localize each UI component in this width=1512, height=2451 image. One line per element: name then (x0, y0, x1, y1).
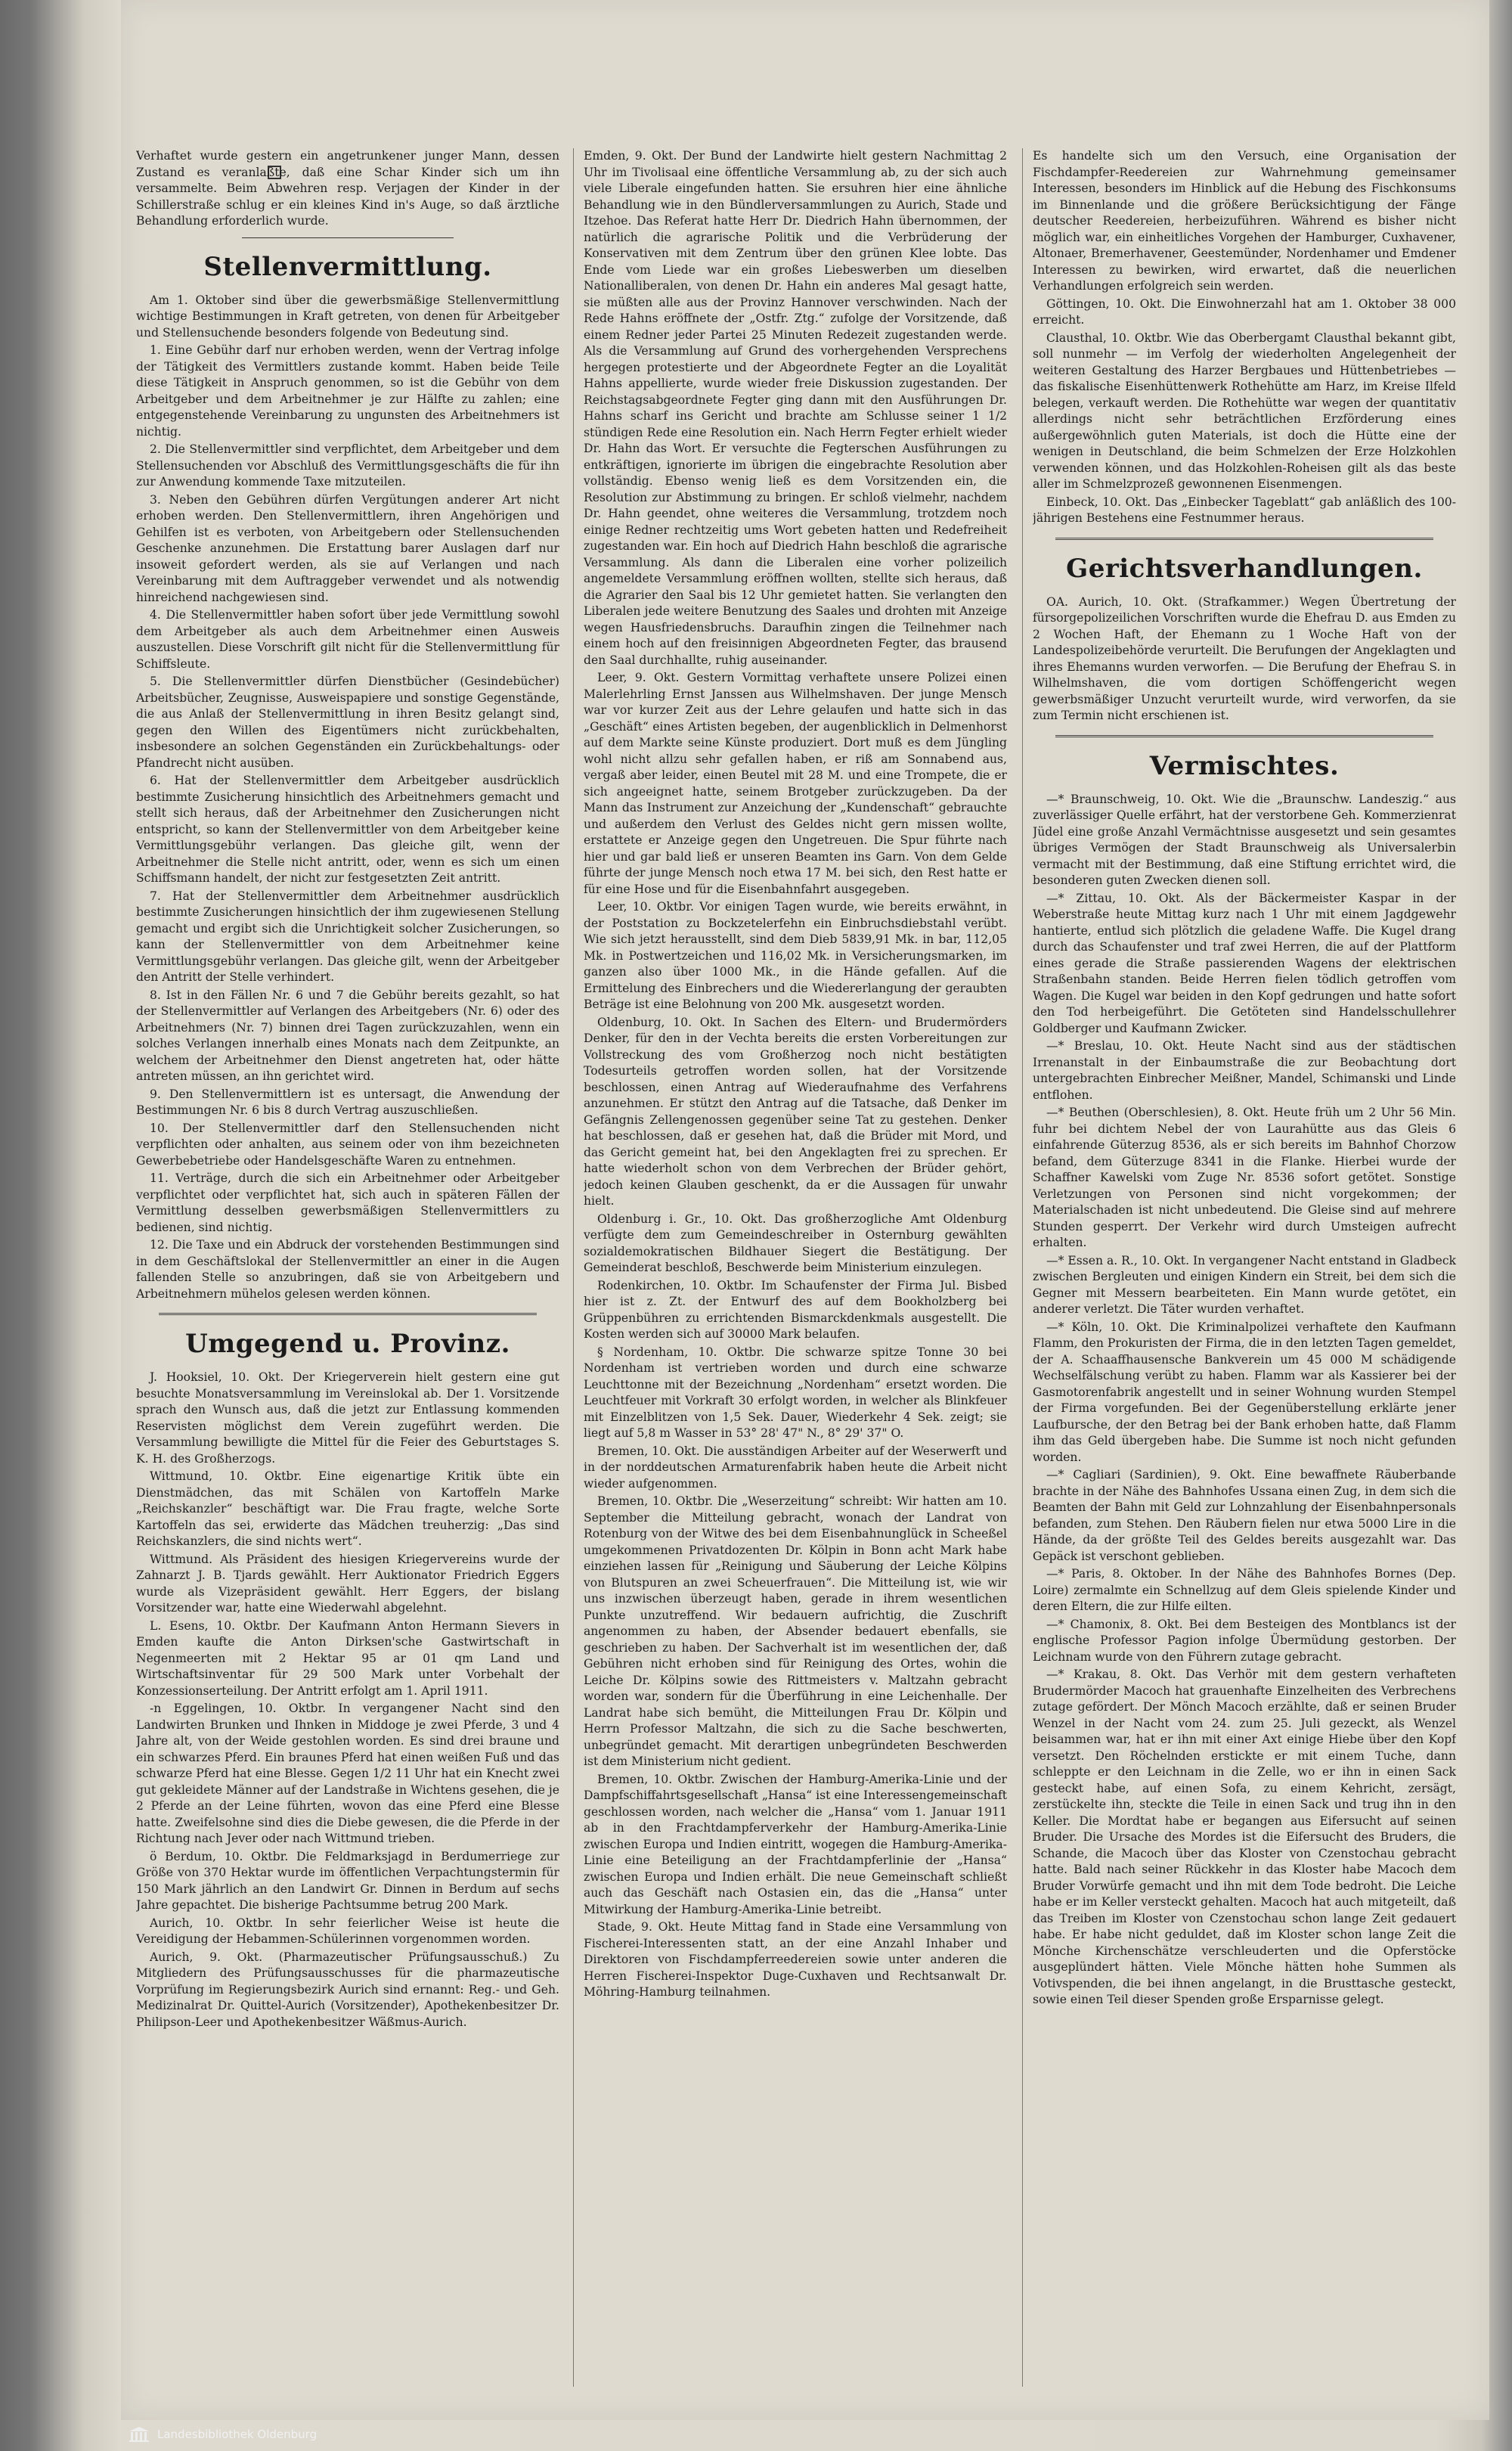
paragraph: Göttingen, 10. Okt. Die Einwohnerzahl hat am 1. Oktober 38 000 erreicht. (1033, 296, 1456, 327)
paragraph: § Nordenham, 10. Oktbr. Die schwarze spitze Tonne 30 bei Nordenham ist vertrieben worden und durch eine schwarze Leuchttonne mit der Bezeichnung „Nordenham“ ersetzt worden. Die Leuchtfeuer mit Vorkraft 30 erfolgt worden, in welcher als Blinkfeuer mit Einzelblitzen von 1,5 Sek. Dauer, Wiederkehr 4 Sek. zeigt; sie liegt auf 5,8 m Wasser in 53° 28' 47" N., 8° 29' 37" O. (584, 1345, 1007, 1440)
paragraph: Rodenkirchen, 10. Oktbr. Im Schaufenster der Firma Jul. Bisbed hier ist z. Zt. der Entwurf des auf dem Bookholzberg bei Grüppenbühren zu errichtenden Bismarckdenkmals ausgestellt. Die Kosten werden sich auf 30000 Mark belaufen. (584, 1278, 1007, 1341)
library-watermark (129, 2422, 317, 2446)
paragraph: —* Krakau, 8. Okt. Das Verhör mit dem gestern verhafteten Brudermörder Macoch hat grauenhafte Einzelheiten des Verbrechens zutage gefördert. Der Mönch Macoch erzählte, daß er seinen Bruder Wenzel in der Nacht vom 24. zum 25. Juli gezeckt, als Wenzel beisammen war, hat er ihn mit einer Axt einige Hiebe über den Kopf versetzt. Den Röchelnden erstickte er mit einem Tuche, dann schleppte er den Leichnam in die Zelle, wo er ihn in einen Sack gesteckt habe, auf einen Sofa, zu einem Kehricht, zersägt, zerstückelte ihn, steckte die Teile in einen Sack und trug ihn in den Keller. Die Mordtat habe er begangen aus Eifersucht auf seinen Bruder. Die Ursache des Mordes ist die Eifersucht des Bruders, die Schande, die Macoch über das Kloster von Czenstochau gebracht hatte. Bald nach seiner Rückkehr in das Kloster habe Macoch dem Bruder Vorwürfe gemacht und ihn mit dem Tode bedroht. Die Leiche habe er im Keller versteckt gehalten. Macoch hat auch mitgeteilt, daß das Treiben im Kloster von Czenstochau schon lange Zeit gedauert habe. Er habe nicht geduldet, daß im Kloster schon lange Zeit die Mönche Kirchenschätze verschleuderten und die Opferstöcke ausgeplündert hätten. Viele Mönche hätten hohe Summen als Votivspenden, die bei ihnen angelangt, in die Brusttasche gesteckt, sowie einen Teil dieser Spenden große Ersparnisse gelegt. (1033, 1668, 1456, 2006)
paragraph: OA. Aurich, 10. Okt. (Strafkammer.) Wegen Übertretung der fürsorgepolizeilichen Vorschriften wurde die Ehefrau D. aus Emden zu 2 Wochen Haft, der Ehemann zu 1 Woche Haft von der Landespolizeibehörde verurteilt. Die Berufungen der Angeklagten und ihres Ehemanns wurden verworfen. — Die Berufung der Ehefrau S. in Wilhelmshaven, die vom dortigen Schöffengericht wegen gewerbsmäßiger Unzucht verurteilt wurde, wird verworfen, da sie zum Termin nicht erschienen ist. (1033, 594, 1456, 722)
paragraph: Es handelte sich um den Versuch, eine Organisation der Fischdampfer-Reedereien zur Wahrnehmung gemeinsamer Interessen, besonders im Hinblick auf die Hebung des Fischkonsums im Binnenlande und die größere Berücksichtigung der Fänge deutscher Reedereien, herbeizuführen. Während es bisher nicht möglich war, ein einheitliches Vorgehen der Hamburger, Cuxhavener, Altonaer, Bremerhavener, Geestemünder, Nordenhamer und Emdener Interessen zu bewirken, wird erwartet, daß die neuerlichen Verhandlungen erfolgreich sein werden. (1033, 149, 1456, 293)
paragraph: Wittmund, 10. Oktbr. Eine eigenartige Kritik übte ein Dienstmädchen, das mit Schälen von Kartoffeln Marke „Reichskanzler“ beschäftigt war. Die Frau fragte, welche Sorte Kartoffeln das sei, erwiderte das Mädchen treuherzig: „Das sind Reichskanzlers, die sind nichts wert“. (136, 1469, 559, 1548)
paragraph: —* Beuthen (Oberschlesien), 8. Okt. Heute früh um 2 Uhr 56 Min. fuhr bei dichtem Nebel der von Laurahütte aus das Gleis 6 einfahrende Güterzug 8536, als er sich bereits im Bahnhof Chorzow befand, dem Güterzuge 8341 in die Flanke. Hierbei wurde der Schaffner Kawelski vom Zuge Nr. 8536 sofort getötet. Sonstige Verletzungen von Personen sind nicht vorgekommen; der Materialschaden ist nicht unbedeutend. Die Gleise sind auf mehrere Stunden gesperrt. Der Verkehr wird durch Umsteigen aufrecht erhalten. (1033, 1106, 1456, 1249)
paragraph: —* Cagliari (Sardinien), 9. Okt. Eine bewaffnete Räuberbande brachte in der Nähe des Bahnhofes Ussana einen Zug, in dem sich die Beamten der Bahn mit Geld zur Lohnzahlung der Eisenbahnpersonals befanden, zum Stehen. Den Räubern fielen nur etwa 5000 Lire in die Hände, da der größte Teil des Geldes bereits ausgezahlt war. Das Gepäck ist verschont geblieben. (1033, 1468, 1456, 1563)
paragraph: -n Eggelingen, 10. Oktbr. In vergangener Nacht sind den Landwirten Brunken und Ihnken in Middoge je zwei Pferde, 3 und 4 Jahre alt, von der Weide gestohlen worden. Es sind drei braune und ein schwarzes Pferd. Ein braunes Pferd hat einen weißen Fuß und das schwarze Pferd hat eine Blesse. Gegen 1/2 11 Uhr hat ein Knecht zwei gut gekleidete Männer auf der Landstraße in Wichtens gesehen, die je 2 Pferde an der Leine führten, wovon das eine Pferd eine Blesse hatte. Zweifelsohne sind dies die Diebe gewesen, die die Pferde in der Richtung nach Jever oder nach Wittmund trieben. (136, 1702, 559, 1845)
paragraph: Einbeck, 10. Okt. Das „Einbecker Tageblatt“ gab anläßlich des 100-jährigen Bestehens eine Festnummer heraus. (1033, 495, 1456, 525)
paragraph: L. Esens, 10. Oktbr. Der Kaufmann Anton Hermann Sievers in Emden kaufte die Anton Dirksen'sche Gastwirtschaft in Negenmeerten mit 2 Hektar 95 ar 01 qm Land und Wirtschaftsinventar für 29 500 Mark unter Vorbehalt der Konzessionserteilung. Der Antritt erfolgt am 1. April 1911. (136, 1618, 559, 1698)
heading-umgegend: Umgegend u. Provinz. (185, 1329, 510, 1359)
paragraph: —* Breslau, 10. Okt. Heute Nacht sind aus der städtischen Irrenanstalt in der Einbaumstraße die zur Beobachtung dort untergebrachten Einbrecher Meißner, Mandel, Schimanski und Linde entflohen. (1033, 1039, 1456, 1102)
newspaper-page (121, 0, 1489, 2420)
heading-vermischtes: Vermischtes. (1149, 750, 1340, 781)
paragraph: Aurich, 10. Oktbr. In sehr feierlicher Weise ist heute die Vereidigung der Hebammen-Schülerinnen vorgenommen worden. (136, 1916, 559, 1946)
paragraph: Aurich, 9. Okt. (Pharmazeutischer Prüfungsausschuß.) Zu Mitgliedern des Prüfungsausschusses für die pharmazeutische Vorprüfung im Regierungsbezirk Aurich sind ernannt: Reg.- und Geh. Medizinalrat Dr. Quittel-Aurich (Vorsitzender), Apothekenbesitzer Dr. Philipson-Leer und Apothekenbesitzer Wäßmus-Aurich. (136, 1950, 559, 2029)
paragraph: Am 1. Oktober sind über die gewerbsmäßige Stellenvermittlung wichtige Bestimmungen in Kraft getreten, von denen für Arbeitgeber und Stellensuchende besonders folgende von Bedeutung sind. (136, 293, 559, 340)
paragraph: Clausthal, 10. Oktbr. Wie das Oberbergamt Clausthal bekannt gibt, soll nunmehr — im Verfolg der wiederholten Angelegenheit der weiteren Gestaltung des Harzer Bergbaues und Hüttenbetriebes — das fiskalische Eisenhüttenwerk Rothehütte am Harz, im Kreise Ilfeld belegen, verkauft werden. Die Rothehütte war wegen der quantitativ allerdings nicht sehr beträchtlichen Erzförderung eines außergewöhnlich guten Materials, ist doch die Hütte eine der wenigen in Deutschland, die beim Schmelzen der Erze Holzkohlen verwenden können, und das Holzkohlen-Roheisen gilt als das beste aller im Schmelzprozeß gewonnenen Eisenmengen. (1033, 330, 1456, 491)
paragraph: Oldenburg i. Gr., 10. Okt. Das großherzogliche Amt Oldenburg verfügte dem zum Gemeindeschreiber in Osternburg gewählten sozialdemokratischen Bildhauer Siegert die Bestätigung. Der Gemeinderat beschloß, Beschwerde beim Ministerium einzulegen. (584, 1212, 1007, 1274)
paragraph: Bremen, 10. Oktbr. Zwischen der Hamburg-Amerika-Linie und der Dampfschiffahrtsgesellschaft „Hansa“ ist eine Interessengemeinschaft geschlossen worden, nach welcher die „Hansa“ vom 1. Januar 1911 ab in den Frachtdampferverkehr der Hamburg-Amerika-Linie zwischen Europa und Indien eintritt, wogegen die Hamburg-Amerika-Linie eine Beteiligung an der Frachtdampferlinie der „Hansa“ zwischen Europa und Indien erhält. Die neue Gemeinschaft schließt auch das Geschäft nach Ostasien ein, das die „Hansa“ unter Mitwirkung der Hamburg-Amerika-Linie betreibt. (584, 1772, 1007, 1916)
paragraph: —* Zittau, 10. Okt. Als der Bäckermeister Kaspar in der Weberstraße heute Mittag kurz nach 1 Uhr mit einem Jagdgewehr hantierte, entlud sich plötzlich die geladene Waffe. Die Kugel drang durch das Schaufenster und traf zwei Herren, die auf der Plattform eines gerade die Straße passierenden Wagens der elektrischen Straßenbahn standen. Beide Herren fielen tödlich getroffen vom Wagen. Die Kugel war beiden in den Kopf gedrungen und hatte sofort den Tod herbeigeführt. Die Getöteten sind Handelsschullehrer Goldberger und Kaufmann Zwicker. (1033, 891, 1456, 1035)
paragraph: Wittmund. Als Präsident des hiesigen Kriegervereins wurde der Zahnarzt J. B. Tjards gewählt. Herr Auktionator Friedrich Eggers wurde als Vizepräsident gewählt. Herr Eggers, der bislang Vorsitzender war, hatte eine Wiederwahl abgelehnt. (136, 1552, 559, 1615)
column-1 (136, 148, 559, 2402)
column-3 (1033, 148, 1456, 2402)
paragraph: ö Berdum, 10. Oktbr. Die Feldmarksjagd in Berdumerriege zur Größe von 370 Hektar wurde im öffentlichen Verpachtungstermin für 150 Mark jährlich an den Landwirt Gr. Dinnen in Berdum auf sechs Jahre gepachtet. Die bisherige Pachtsumme betrug 200 Mark. (136, 1849, 559, 1912)
watermark-text: Landesbibliothek Oldenburg (157, 2428, 318, 2441)
paragraph: —* Essen a. R., 10. Okt. In vergangener Nacht entstand in Gladbeck zwischen Bergleuten und einigen Kindern ein Streit, bei dem sich die Gegner mit Messern bearbeiteten. Ein Mann wurde getötet, ein anderer verletzt. Die Täter wurden verhaftet. (1033, 1253, 1456, 1316)
divider (1055, 538, 1433, 540)
paragraph: Bremen, 10. Oktbr. Die „Weserzeitung“ schreibt: Wir hatten am 10. September die Mitteilung gebracht, wonach der Landrat von Rotenburg von der Witwe des bei dem Eisenbahnunglück in Scheeßel umgekommenen Privatdozenten Dr. Kölpin in Bonn acht Mark habe einziehen lassen für „Reinigung und Säuberung der Leiche Kölpins von Blutspuren an zwei Scheuerfrauen“. Die Mitteilung ist, wie wir uns inzwischen überzeugt haben, gerade in ihrem wesentlichen Punkte unzutreffend. Wir bedauern aufrichtig, die Zuschrift angenommen zu haben, der Absender bedauert ebenfalls, sie geschrieben zu haben. Der Sachverhalt ist im wesentlichen der, daß Gebühren nicht erhoben sind für Reinigung des Ortes, wohin die Leiche Dr. Kölpins sowie des Rittmeisters v. Maltzahn gebracht worden war, sondern für die Überführung in eine Leichenhalle. Der Landrat habe sich bemüht, die Mitteilungen Frau Dr. Kölpin und Herrn Professor Maltzahn, die sich zu die Sache beschwerten, unbegründet gemacht. Mit derartigen unbegründeten Beschwerden ist dem Ministerium nicht gedient. (584, 1494, 1007, 1768)
library-logo-icon (129, 2426, 150, 2443)
paragraph: Leer, 10. Oktbr. Vor einigen Tagen wurde, wie bereits erwähnt, in der Poststation zu Bockzetelerfehn ein Einbruchsdiebstahl verübt. Wie sich jetzt herausstellt, sind dem Dieb 5839,91 Mk. in bar, 112,05 Mk. in Postwertzeichen und 116,02 Mk. in Versicherungsmarken, im ganzen also über 1000 Mk., in die Hände gefallen. Auf die Ermittelung des Einbrechers und die Wiedererlangung der geraubten Beträge ist eine Belohnung von 200 Mk. ausgesetzt worden. (584, 900, 1007, 1011)
heading-stellenvermittlung: Stellenvermittlung. (203, 251, 492, 282)
column-rule (573, 148, 574, 2387)
paragraph: Stade, 9. Okt. Heute Mittag fand in Stade eine Versammlung von Fischerei-Interessenten statt, an der eine Anzahl Inhaber und Direktoren von Fischdampferreedereien sowie unter anderen die Herren Fischerei-Inspektor Duge-Cuxhaven und Rechtsanwalt Dr. Möhring-Hamburg teilnahmen. (584, 1920, 1007, 1999)
paragraph: Oldenburg, 10. Okt. In Sachen des Eltern- und Brudermörders Denker, für den in der Vechta bereits die ersten Vorbereitungen zur Vollstreckung des vom Großherzog noch nicht bestätigten Todesurteils getroffen worden sollen, hat der Vorsitzende beschlossen, einen Antrag auf Wiederaufnahme des Verfahrens anzunehmen. Er stützt den Antrag auf die Tatsache, daß Denker im Gefängnis Zellengenossen gegenüber seine Tat zu gestehen. Denker hat beschlossen, daß er gesehen hat, daß die Brüder mit Mord, und das Gericht gemeint hat, bei den Angeklagten frei zu sprechen. Er hatte wiederholt schon von dem Verbrechen der Brüder gehört, jedoch keinen Glauben geschenkt, da er die Aussagen für unwahr hielt. (584, 1015, 1007, 1208)
paragraph: 12. Die Taxe und ein Abdruck der vorstehenden Bestimmungen sind in dem Geschäftslokal der Stellenvermittler an einer in die Augen fallenden Stelle so anzubringen, daß sie von Arbeitgebern und Arbeitnehmern mühelos gelesen werden können. (136, 1238, 559, 1301)
paragraph: —* Chamonix, 8. Okt. Bei dem Besteigen des Montblancs ist der englische Professor Pagion infolge Übermüdung gestorben. Der Leichnam wurde von den Führern zutage gebracht. (1033, 1617, 1456, 1664)
paragraph: Leer, 9. Okt. Gestern Vormittag verhaftete unsere Polizei einen Malerlehrling Ernst Janssen aus Wilhelmshaven. Der junge Mensch war vor kurzer Zeit aus der Lehre gelaufen und hatte sich in das „Geschäft“ eines Artisten begeben, der augenblicklich in Delmenhorst auf dem Markte seine Künste produziert. Dort muß es dem Jüngling wohl nicht allzu sehr gefallen haben, er riß am Sonnabend aus, vergaß aber leider, einen Beutel mit 28 M. und eine Trompete, die er sich angeeignet hatte, seinem Brotgeber zurückzugeben. Da der Mann das Instrument zur Anzeichung der „Kundenschaft“ gebrauchte und außerdem den Verlust des Geldes nicht gern missen wollte, erstattete er Anzeige gegen den Ungetreuen. Die Spur führte nach hier und gar bald ließ er unseren Beamten ins Garn. Von dem Gelde führte der junge Mensch noch etwa 17 M. bei sich, den Rest hatte er für eine Hose und für die Eisenbahnfahrt ausgegeben. (584, 671, 1007, 896)
paragraph: —* Köln, 10. Okt. Die Kriminalpolizei verhaftete den Kaufmann Flamm, den Prokuristen der Firma, die in den letzten Tagen gemeldet, der A. Schaaffhausensche Bankverein um 45 000 M schädigende Wechselfälschung verübt zu haben. Flamm war als Kassierer bei der Gasmotorenfabrik angestellt und in seiner Wohnung wurden Stempel der Firma vorgefunden. Bei der Gegenüberstellung erklärte jener Laufbursche, der den Betrag bei der Bank erhoben hatte, daß Flamm ihm das Geld übergeben habe. Die Summe ist noch nicht gefunden worden. (1033, 1320, 1456, 1464)
paragraph: 11. Verträge, durch die sich ein Arbeitnehmer oder Arbeitgeber verpflichtet oder verpflichtet hat, sich auch in späteren Fällen der Vermittlung desselben gewerbsmäßigen Stellenvermittlers zu bedienen, sind nichtig. (136, 1171, 559, 1234)
paragraph: 1. Eine Gebühr darf nur erhoben werden, wenn der Vertrag infolge der Tätigkeit des Vermittlers zustande kommt. Haben beide Teile diese Tätigkeit in Anspruch genommen, so ist die Gebühr von dem Arbeitgeber und dem Arbeitnehmer je zur Hälfte zu zahlen; eine entgegenstehende Vereinbarung zu ungunsten des Arbeitnehmers ist nichtig. (136, 343, 559, 439)
paragraph: 5. Die Stellenvermittler dürfen Dienstbücher (Gesindebücher) Arbeitsbücher, Zeugnisse, Ausweispapiere und sonstige Gegenstände, die aus Anlaß der Stellenvermittlung in ihren Besitz gelangt sind, gegen den Willen des Eigentümers nicht zurückbehalten, insbesondere an solchen Gegenständen ein Zurückbehaltungs- oder Pfandrecht nicht ausüben. (136, 675, 559, 770)
column-rule (1022, 148, 1023, 2387)
paragraph: 10. Der Stellenvermittler darf den Stellensuchenden nicht verpflichten oder anhalten, aus seinem oder von ihm bezeichneten Gewerbebetriebe oder Handelsgeschäfte Waren zu entnehmen. (136, 1121, 559, 1168)
divider (159, 1313, 537, 1315)
divider (1055, 735, 1433, 737)
paragraph: 4. Die Stellenvermittler haben sofort über jede Vermittlung sowohl dem Arbeitgeber als auch dem Arbeitnehmer einen Ausweis auszustellen. Diese Vorschrift gilt nicht für die Stellenvermittlung für Schiffsleute. (136, 608, 559, 671)
article-arrest: Verhaftet wurde gestern ein angetrunkener junger Mann, dessen Zustand es veranlaßte, daß eine Schar Kinder sich um ihn versammelte. Beim Abwehren resp. Verjagen der Kinder in der Schillerstraße schlug er ein kleines Kind in's Auge, so daß ärztliche Behandlung erforderlich wurde. (136, 149, 559, 228)
paragraph: 9. Den Stellenvermittlern ist es untersagt, die Anwendung der Bestimmungen Nr. 6 bis 8 durch Vertrag auszuschließen. (136, 1087, 559, 1117)
paragraph: —* Paris, 8. Oktober. In der Nähe des Bahnhofes Bornes (Dep. Loire) zermalmte ein Schnellzug auf dem Gleis spielende Kinder und deren Eltern, die zur Hilfe eilten. (1033, 1567, 1456, 1613)
paragraph: J. Hooksiel, 10. Okt. Der Kriegerverein hielt gestern eine gut besuchte Monatsversammlung im Vereinslokal ab. Der 1. Vorsitzende sprach den Wunsch aus, daß die jetzt zur Entlassung kommenden Reservisten möglichst dem Verein zugeführt werden. Die Versammlung bewilligte die Mittel für die Feier des Geburtstages S. K. H. des Großherzogs. (136, 1370, 559, 1466)
paragraph: 3. Neben den Gebühren dürfen Vergütungen anderer Art nicht erhoben werden. Den Stellenvermittlern, ihren Angehörigen und Gehilfen ist es verboten, von Arbeitgebern oder Stellensuchenden Geschenke anzunehmen. Die Erstattung barer Auslagen darf nur insoweit gefordert werden, als sie auf Verlangen und nach Vereinbarung mit dem Auftraggeber verwendet und als notwendig hinreichend nachgewiesen sind. (136, 492, 559, 604)
paragraph: Emden, 9. Okt. Der Bund der Landwirte hielt gestern Nachmittag 2 Uhr im Tivolisaal eine öffentliche Versammlung ab, zu der sich auch viele Liberale eingefunden hatten. Sie ersuhren hier eine ähnliche Behandlung wie in den Bündlerversammlungen zu Aurich, Stade und Itzehoe. Das Referat hatte Herr Dr. Diedrich Hahn übernommen, der natürlich die agrarische Politik und die Verbrüderung der Konservativen mit dem Zentrum über den grünen Klee lobte. Das Ende vom Liede war ein großes Liebeswerben um dieselben Nationalliberalen, von denen Dr. Hahn ein anderes Mal gesagt hatte, sie müßten alle aus der Provinz Hannover verschwinden. Nach der Rede Hahns eröffnete der „Ostfr. Ztg.“ zufolge der Vorsitzende, daß einem Redner jeder Partei 25 Minuten Redezeit zugestanden werde. Als die Versammlung auf Grund des vorhergehenden Versprechens hergegen protestierte und der Abgeordnete Fegter an die Loyalität Hahns appellierte, wurde wieder freie Diskussion zugestanden. Der Reichstagsabgeordnete Fegter ging dann mit den Ausführungen Dr. Hahns scharf ins Gericht und brachte am Schlusse seiner 1 1/2 stündigen Rede eine Resolution ein. Nach Herrn Fegter erhielt wieder Dr. Hahn das Wort. Er versuchte die Fegterschen Ausführungen zu entkräftigen, ignorierte im übrigen die eingebrachte Resolution aber vollständig. Ebenso wenig ließ es dem Vorsitzenden ein, die Resolution zur Abstimmung zu bringen. Er schloß vielmehr, nachdem Dr. Hahn geendet, ohne weiteres die Versammlung, trotzdem noch einige Redner rechtzeitig ums Wort gebeten hatten und Redefreiheit zugestanden war. Ein hoch auf Diedrich Hahn beschloß die agrarische Versammlung. Als dann die Liberalen eine vorher polizeilich angemeldete Versammlung eröffnen wollten, stellte sich heraus, daß die Agrarier den Saal bis 12 Uhr gemietet hatten. Sie verlangten den Liberalen jede weitere Benutzung des Saales und drohten mit Anzeige wegen Hausfriedensbruchs. Daraufhin zingen die Teilnehmer nach einem hoch auf den freisinnigen Abgeordneten Fegter, das brausend den Saal durchhallte, ruhig auseinander. (584, 149, 1007, 667)
heading-gerichtsverhandlungen: Gerichtsverhandlungen. (1066, 553, 1423, 584)
paragraph: 2. Die Stellenvermittler sind verpflichtet, dem Arbeitgeber und dem Stellensuchenden vor Abschluß des Vermittlungsgeschäfts die für ihn zur Anwendung kommende Taxe mitzuteilen. (136, 442, 559, 489)
column-2 (584, 148, 1007, 2402)
paragraph: —* Braunschweig, 10. Okt. Wie die „Braunschw. Landeszig.“ aus zuverlässiger Quelle erfährt, hat der verstorbene Geh. Kommerzienrat Jüdel eine große Anzahl Vermächtnisse ausgesetzt und sein gesamtes übriges Vermögen der Stadt Braunschweig als Universalerbin vermacht mit der Bestimmung, daß eine Stiftung errichtet wird, die besonderen guten Zwecken dienen soll. (1033, 792, 1456, 887)
paragraph: 8. Ist in den Fällen Nr. 6 und 7 die Gebühr bereits gezahlt, so hat der Stellenvermittler auf Verlangen des Arbeitgebers (Nr. 6) oder des Arbeitnehmers (Nr. 7) binnen drei Tagen zurückzuzahlen, wenn ein solches Verlangen innerhalb eines Monats nach dem Zeitpunkte, an welchem der Arbeitnehmer den Dienst angetreten hat, oder hätte antreten müssen, an ihn gerichtet wird. (136, 988, 559, 1083)
divider (242, 237, 454, 238)
paragraph: 7. Hat der Stellenvermittler dem Arbeitnehmer ausdrücklich bestimmte Zusicherungen hinsichtlich der ihm zugewiesenen Stellung gemacht und ergibt sich die Unrichtigkeit solcher Zusicherungen, so kann der Stellenvermittler von dem Arbeitnehmer keine Vermittlungsgebühr verlangen. Das gleiche gilt, wenn der Arbeitgeber den Antritt der Stelle verhindert. (136, 889, 559, 984)
paragraph: Bremen, 10. Okt. Die ausständigen Arbeiter auf der Weserwerft und in der norddeutschen Armaturenfabrik haben heute die Arbeit nicht wieder aufgenommen. (584, 1444, 1007, 1491)
paragraph: 6. Hat der Stellenvermittler dem Arbeitgeber ausdrücklich bestimmte Zusicherung hinsichtlich des Arbeitnehmers gemacht und stellt sich heraus, daß der Arbeitnehmer den Zusicherungen nicht entspricht, so kann der Stellenvermittler von dem Arbeitgeber keine Vermittlungsgebühr verlangen. Das gleiche gilt, wenn der Arbeitnehmer die Stelle nicht antritt, oder, wenn es sich um einen Schiffsmann handelt, der nicht zur festgesetzten Zeit antritt. (136, 774, 559, 885)
